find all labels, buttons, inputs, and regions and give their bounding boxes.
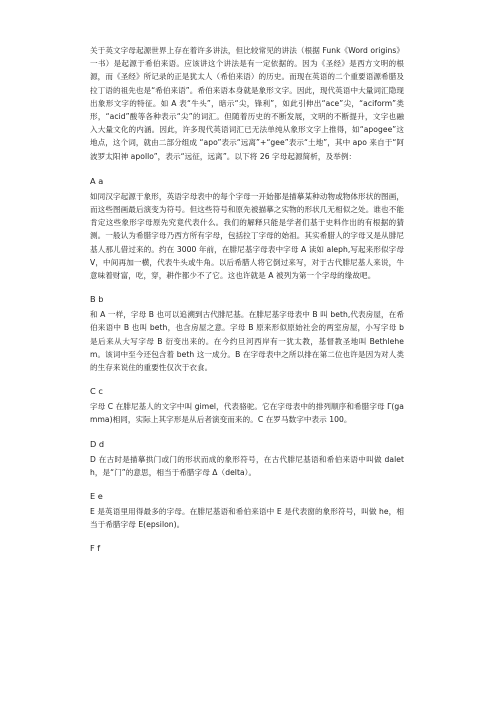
section-body-a: 如同汉字起源于象形，英语字母表中的每个字母一开始都是描摹某种动物或物体形状的图画，而这些图画最后演变为符号。但这些符号和原先被描摹之实物的形状几无相似之处。谁也不能肯定这些象形字母原先究竟代表什么。我们的解释只能是学者们基于史料作出的有根据的猜测。一般认为希腊字母乃西方所有字母，包括拉丁字母的始祖。其实希腊人的字母又是从腓尼基人那儿借过来的。约在 3000 年前，在腓尼基字母表中字母 A 读如 aleph,写起来形似字母 V，中间再加一横，代表牛头或牛角。以后希腊人将它倒过来写，对于古代腓尼基人来说，牛意味着财富，吃，穿，耕作都少不了它。这也许就是 A 被列为第一个字母的缘故吧。 (90, 191, 404, 281)
section-body-b: 和 A 一样，字母 B 也可以追溯到古代腓尼基。在腓尼基字母表中 B 叫 beth,代表房屋，在希伯来语中 B 也叫 beth，也含房屋之意。字母 B 原来形似原始社会的两室房屋，小写字母 b 是后来从大写字母 B 衍变出来的。在今约旦河西岸有一犹太教，基督教圣地叫 Bethlehem。该词中至今还包含着 beth 这一成分。B 在字母表中之所以排在第二位也许是因为对人类的生存来说住的重要性仅次于衣食。 (90, 310, 404, 373)
document-content (90, 44, 404, 555)
section-body-d: D 在古时是描摹拱门或门的形状而成的象形符号，在古代腓尼基语和希伯来语中叫做 daleth，是“门”的意思，相当于希腊字母 Δ（delta）。 (90, 454, 404, 477)
section-heading-b: B b (90, 294, 104, 305)
section-f (90, 542, 404, 555)
section-body-e: E 是英语里用得最多的字母。在腓尼基语和希伯来语中 E 是代表窗的象形符号，叫做 he，相当于希腊字母 E(epsilon)。 (90, 507, 404, 530)
section-heading-e: E e (90, 491, 103, 502)
section-d (90, 438, 404, 479)
section-heading-d: D d (90, 438, 105, 449)
section-b (90, 293, 404, 374)
intro-paragraph: 关于英文字母起源世界上存在着许多讲法，但比较常见的讲法（根据 Funk《Word origins》一书）是起源于希伯来语。应该讲这个讲法是有一定依据的。因为《圣经》是西方文明的根源，而《圣经》所记录的正是犹太人（希伯来语）的历史。而现在英语的二个重要语源希腊及拉丁语的祖先也是“希伯来语”。希伯来语本身就是象形文字。因此，现代英语中大量词汇隐现出象形文字的特征。如 A 表“牛头”，暗示“尖，锋利”，如此引伸出“ace”尖，“aciform”类形，“acid”酸等各种表示“尖”的词汇。但随着历史的不断发展，文明的不断提升，文字也融入大量文化的内涵。因此，许多现代英语词汇已无法单纯从象形文字上推得，如“apogee”这地点，这个词，就由二部分组成 “apo”表示“远离”+“gee”表示“土地”，其中 apo 来自于“阿波罗太阳神 apollo”，表示“远征，远离”。以下将 26 字母起源简析，及举例： (90, 46, 404, 161)
section-e (90, 490, 404, 531)
section-a (90, 175, 404, 282)
section-heading-a: A a (90, 175, 104, 186)
section-heading-f: F f (90, 543, 101, 554)
section-body-c: 字母 C 在腓尼基人的文字中叫 gimel，代表骆驼。它在字母表中的排列顺序和希腊字母 Γ(gamma)相同，实际上其字形是从后者演变而来的。C 在罗马数字中表示 100。 (90, 402, 404, 425)
section-c (90, 385, 404, 426)
section-heading-c: C c (90, 386, 103, 397)
